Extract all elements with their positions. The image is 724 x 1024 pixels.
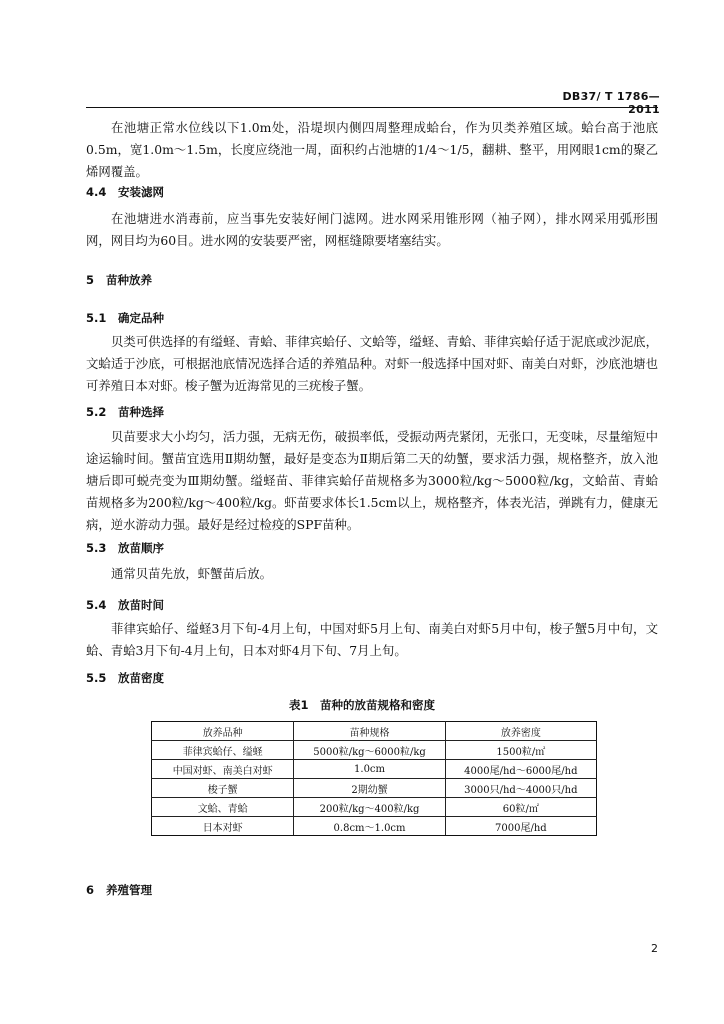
section-number: 5.2 [86, 405, 107, 419]
section-title: 放苗密度 [118, 671, 164, 685]
paragraph-5-3: 通常贝苗先放，虾蟹苗后放。 [111, 566, 273, 581]
section-number: 5.5 [86, 671, 107, 685]
table-cell: 0.8cm～1.0cm [294, 817, 445, 836]
table-cell: 200粒/kg～400粒/kg [294, 798, 445, 817]
page-number: 2 [651, 942, 658, 955]
section-title: 苗种选择 [118, 405, 164, 419]
table-cell: 菲律宾蛤仔、缢蛏 [152, 741, 294, 760]
section-5-heading [86, 272, 152, 288]
table-cell: 文蛤、青蛤 [152, 798, 294, 817]
table-cell: 1500粒/㎡ [445, 741, 596, 760]
section-4-4-heading [86, 184, 164, 200]
section-title: 养殖管理 [106, 883, 152, 897]
section-title: 放苗时间 [118, 598, 164, 612]
paragraph-4-4: 在池塘进水消毒前，应当事先安装好闸门滤网。进水网采用锥形网（袖子网），排水网采用弧形围网，网目均为60目。进水网的安装要严密，网框缝隙要堵塞结实。 [86, 211, 658, 248]
section-title: 确定品种 [118, 311, 164, 325]
table-cell: 梭子蟹 [152, 779, 294, 798]
table-cell: 中国对虾、南美白对虾 [152, 760, 294, 779]
table-row [152, 817, 597, 836]
table-cell: 日本对虾 [152, 817, 294, 836]
section-title: 安装滤网 [118, 185, 164, 199]
table-row [152, 760, 597, 779]
section-number: 5 [86, 273, 95, 287]
section-number: 6 [86, 883, 95, 897]
column-header-density: 放养密度 [445, 722, 596, 741]
column-header-spec: 苗种规格 [294, 722, 445, 741]
standard-code-header: DB37/ T 1786—2011 [562, 90, 660, 116]
table-cell: 3000只/hd～4000只/hd [445, 779, 596, 798]
section-title: 苗种放养 [106, 273, 152, 287]
table-row [152, 741, 597, 760]
table-cell: 4000尾/hd～6000尾/hd [445, 760, 596, 779]
table-cell: 5000粒/kg～6000粒/kg [294, 741, 445, 760]
section-title: 放苗顺序 [118, 541, 164, 555]
section-6-heading [86, 882, 152, 898]
section-number: 5.4 [86, 598, 107, 612]
section-5-2-heading [86, 404, 164, 420]
section-5-3-heading [86, 540, 164, 556]
seedling-density-table [151, 721, 597, 836]
table-row [152, 798, 597, 817]
section-5-5-heading [86, 670, 164, 686]
section-number: 5.1 [86, 311, 107, 325]
table-cell: 7000尾/hd [445, 817, 596, 836]
paragraph-5-2: 贝苗要求大小均匀，活力强，无病无伤，破损率低，受振动两壳紧闭，无张口，无变味，尽量缩短中途运输时间。蟹苗宜选用Ⅱ期幼蟹，最好是变态为Ⅱ期后第二天的幼蟹，要求活力强，规格整齐，放入池塘后即可蜕壳变为Ⅲ期幼蟹。缢蛏苗、菲律宾蛤仔苗规格多为3000粒/kg～5000粒/kg，文蛤苗、青蛤苗规格多为200粒/kg～400粒/kg。虾苗要求体长1.5cm以上，规格整齐，体表光洁，弹跳有力，健康无病，逆水游动力强。最好是经过检疫的SPF苗种。 [86, 429, 658, 532]
header-rule [86, 107, 658, 108]
section-number: 4.4 [86, 185, 107, 199]
section-number: 5.3 [86, 541, 107, 555]
table-cell: 1.0cm [294, 760, 445, 779]
section-5-4-heading [86, 597, 164, 613]
table-row [152, 779, 597, 798]
table-cell: 60粒/㎡ [445, 798, 596, 817]
paragraph-5-4: 菲律宾蛤仔、缢蛏3月下旬-4月上旬，中国对虾5月上旬、南美白对虾5月中旬，梭子蟹5月中旬，文蛤、青蛤3月下旬-4月上旬，日本对虾4月下旬、7月上旬。 [86, 621, 658, 658]
table-caption: 表1 苗种的放苗规格和密度 [288, 698, 435, 712]
table-header-row [152, 722, 597, 741]
table-cell: 2期幼蟹 [294, 779, 445, 798]
paragraph-5-1: 贝类可供选择的有缢蛏、青蛤、菲律宾蛤仔、文蛤等，缢蛏、青蛤、菲律宾蛤仔适于泥底或沙泥底，文蛤适于沙底，可根据池底情况选择合适的养殖品种。对虾一般选择中国对虾、南美白对虾，沙底池塘也可养殖日本对虾。梭子蟹为近海常见的三疣梭子蟹。 [86, 334, 658, 393]
column-header-species: 放养品种 [152, 722, 294, 741]
section-5-1-heading [86, 310, 164, 326]
paragraph-pond-platform: 在池塘正常水位线以下1.0m处，沿堤坝内侧四周整理成蛤台，作为贝类养殖区域。蛤台高于池底0.5m，宽1.0m～1.5m，长度应绕池一周，面积约占池塘的1/4～1/5，翻耕、整平，用网眼1cm的聚乙烯网覆盖。 [86, 120, 658, 179]
